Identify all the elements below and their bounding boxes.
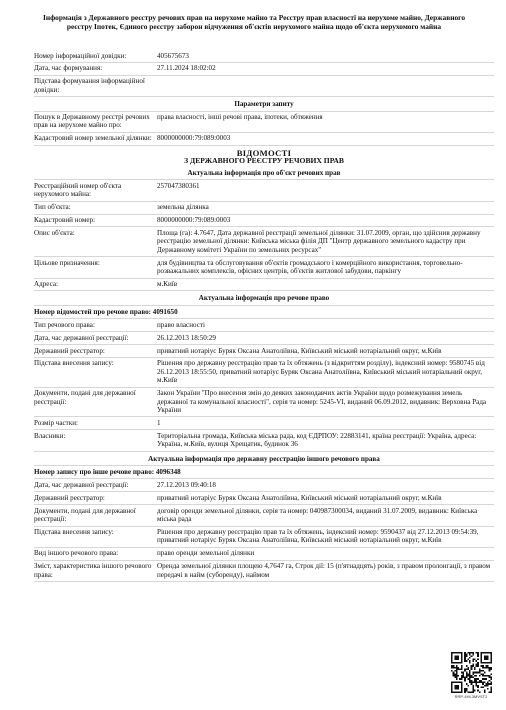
field-label: Документи, подані для державної реєстрації: bbox=[34, 389, 136, 406]
field-value: право оренди земельної ділянки bbox=[157, 549, 255, 558]
field-value: земельна ділянка bbox=[157, 203, 209, 212]
field-label: Кадастровий номер: bbox=[34, 216, 96, 225]
field-value: Рішення про державну реєстрацію прав та їх обтяжень, індексний номер: 9590437 від 27.12.2013 09:54:39, приватний нотаріус Буряк Оксана Анатоліївна, Київський міський нотаріальний округ, м.Київ bbox=[157, 528, 479, 545]
field-value: 26.12.2013 18:50:29 bbox=[157, 333, 216, 342]
other-right-heading: Актуальна інформація про державну реєстрацію іншого речового права bbox=[34, 452, 494, 466]
field-label: Державний реєстратор: bbox=[34, 346, 105, 355]
field-value: Рішення про державну реєстрацію прав та їх обтяжень (з відкриттям розділу), індексний номер: 9580745 від 26.12.2013 18:55:50, приватний нотаріус Буряк Оксана Анатоліївна, Київський міський нотаріальний округ, м.Київ bbox=[157, 359, 485, 385]
field-label: Розмір частки: bbox=[34, 418, 78, 427]
right-row bbox=[34, 345, 494, 358]
params-search-row bbox=[34, 112, 494, 133]
field-label: Підстава формування інформаційної довідки: bbox=[34, 77, 145, 94]
registry-title-line1: ВІДОМОСТІ bbox=[236, 147, 292, 158]
field-value: 8000000000:79:089:0003 bbox=[157, 134, 231, 143]
field-label: Документи, подані для державної реєстрації: bbox=[34, 506, 136, 524]
field-value: приватний нотаріус Буряк Оксана Анатоліївна, Київський міський нотаріальний округ, м.Київ bbox=[157, 346, 442, 355]
field-label: Номер інформаційної довідки: bbox=[34, 51, 127, 60]
object-heading: Актуальна інформація про об'єкт речових прав bbox=[34, 166, 494, 180]
info-basis-row bbox=[34, 76, 494, 97]
field-label: Підстава внесення запису: bbox=[34, 359, 114, 368]
registry-title bbox=[34, 146, 494, 166]
field-label: Опис об'єкта: bbox=[34, 228, 75, 237]
field-value: Площа (га): 4.7647, Дата державної реєстрації земельної ділянки: 31.07.2009, орган, що здійснив державну реєстрацію земельної ділянки: Київська міська філія ДП "Центр державного земельного кадастру при Державному комітеті України по земельних ресурсах" bbox=[157, 228, 481, 254]
object-row bbox=[34, 215, 494, 228]
field-label: Вид іншого речового права: bbox=[34, 549, 119, 558]
other-right-row bbox=[34, 548, 494, 561]
info-number-row bbox=[34, 50, 494, 63]
field-label: Власники: bbox=[34, 431, 66, 440]
object-rows bbox=[34, 180, 494, 291]
field-value: 1 bbox=[157, 418, 161, 427]
field-label: Реєстраційний номер об'єкта нерухомого майна: bbox=[34, 181, 122, 199]
field-label: Тип об'єкта: bbox=[34, 203, 71, 212]
field-value: Територіальна громада, Київська міська рада, код ЄДРПОУ: 22883141, країна реєстрації: Україна, адреса: Україна, м.Київ, вулиця Хрещатик, будинок 36 bbox=[157, 431, 477, 449]
field-label: Тип речового права: bbox=[34, 320, 95, 329]
right-row bbox=[34, 417, 494, 430]
other-right-row bbox=[34, 505, 494, 526]
right-rows bbox=[34, 319, 494, 451]
field-label: Державний реєстратор: bbox=[34, 493, 105, 502]
info-datetime-row bbox=[34, 63, 494, 76]
field-label: Пошук в Державному реєстрі речових прав на нерухоме майно про: bbox=[34, 113, 150, 130]
document-body bbox=[34, 50, 494, 582]
object-row bbox=[34, 257, 494, 278]
right-row bbox=[34, 319, 494, 332]
params-cadastral-row bbox=[34, 133, 494, 146]
right-row bbox=[34, 388, 494, 418]
qr-code-text: RRP-4HL3MVST2 bbox=[454, 694, 488, 699]
field-value: м.Київ bbox=[157, 280, 178, 288]
field-value: право власності bbox=[157, 320, 205, 329]
field-value: для будівництва та обслуговування об'єктів громадського і комерційного використання, торговельно-розважальних комплексів, офісних центрів, об'єктів житлової забудови, паркінгу bbox=[157, 258, 463, 276]
params-heading: Параметри запиту bbox=[34, 97, 494, 111]
document-header: Інформація з Державного реєстру речових прав на нерухоме майно та Реєстру прав власності на нерухоме майно, Державного реєстру Іпотек, Єдиного реєстру заборон відчуження об'єктів нерухомого майна щодо об'єкта нерухомого майна bbox=[42, 13, 466, 31]
right-row bbox=[34, 332, 494, 345]
field-value: Оренда земельної ділянки площею 4,7647 га, Строк дії: 15 (п'ятнадцять) років, з правом пролонгації, з правом передачі в найм (суборенду), наймом bbox=[157, 562, 491, 579]
field-value: приватний нотаріус Буряк Оксана Анатоліївна, Київський міський нотаріальний округ, м.Київ bbox=[157, 493, 442, 502]
object-row bbox=[34, 180, 494, 201]
field-label: Підстава внесення запису: bbox=[34, 528, 114, 537]
right-row bbox=[34, 358, 494, 388]
other-right-rows bbox=[34, 479, 494, 582]
field-label: Дата, час державної реєстрації: bbox=[34, 333, 129, 342]
field-value: 405675673 bbox=[157, 51, 189, 60]
right-row bbox=[34, 430, 494, 451]
object-row bbox=[34, 227, 494, 257]
field-label: Зміст, характеристика іншого речового права: bbox=[34, 562, 152, 579]
field-label: Кадастровий номер земельної ділянки: bbox=[34, 134, 152, 143]
other-right-row bbox=[34, 561, 494, 582]
field-value: 27.11.2024 18:02:02 bbox=[157, 64, 216, 73]
field-label: Дата, час державної реєстрації: bbox=[34, 480, 129, 489]
field-value: права власності, інші речові права, іпотеки, обтяження bbox=[157, 113, 323, 122]
field-label: Дата, час формування: bbox=[34, 64, 103, 73]
right-number: Номер відомостей про речове право: 4091650 bbox=[34, 306, 494, 319]
other-right-row bbox=[34, 527, 494, 548]
registry-title-line2: З ДЕРЖАВНОГО РЕЄСТРУ РЕЧОВИХ ПРАВ bbox=[184, 156, 344, 166]
qr-code-icon bbox=[451, 652, 492, 693]
object-row bbox=[34, 279, 494, 292]
field-label: Адреса: bbox=[34, 280, 58, 288]
other-right-row bbox=[34, 479, 494, 492]
field-value: договір оренди земельної ділянки, серія та номер: 040987300034, виданий 31.07.2009, видавник: Київська міська рада bbox=[157, 506, 478, 524]
other-right-row bbox=[34, 492, 494, 505]
right-heading: Актуальна інформація про речове право bbox=[34, 291, 494, 305]
field-value: 8000000000:79:089:0003 bbox=[157, 216, 231, 225]
field-label: Цільове призначення: bbox=[34, 258, 100, 267]
field-value: Закон України "Про внесення змін до деяких законодавчих актів України щодо розмежування земель державної та комунальної власності", серія та номер: 5245-VI, виданий 06.09.2012, видавник: Верховна Рада України bbox=[157, 389, 487, 414]
object-row bbox=[34, 202, 494, 215]
other-right-number: Номер запису про інше речове право: 4096348 bbox=[34, 466, 494, 479]
field-value bbox=[157, 77, 494, 94]
field-value: 257047380361 bbox=[157, 181, 200, 190]
field-value: 27.12.2013 09:40:18 bbox=[157, 480, 216, 489]
